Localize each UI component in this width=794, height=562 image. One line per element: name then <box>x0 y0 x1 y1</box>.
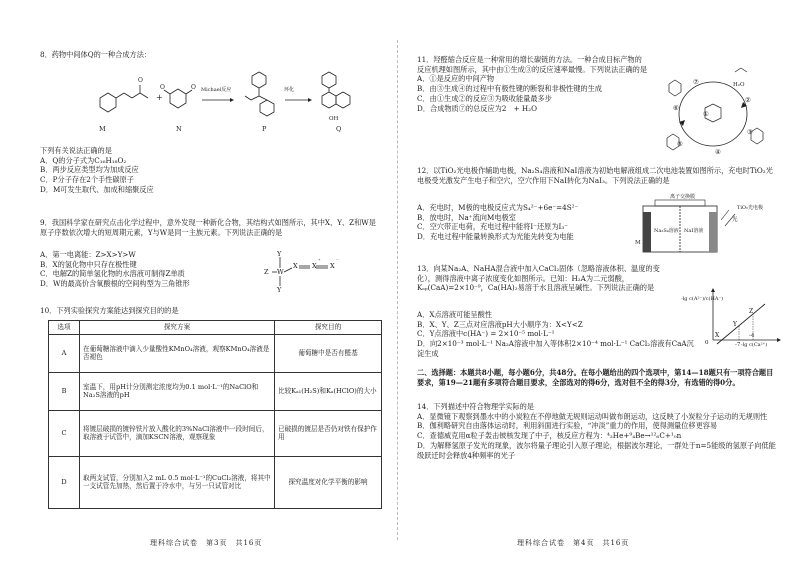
q11-option-c: C．由①生成②的反应③为吸收能量最多步 <box>417 93 552 103</box>
question-14 <box>417 402 779 460</box>
cycle-label-3: ③ <box>747 128 753 136</box>
label-m-electrode: M <box>635 240 641 246</box>
graph-xlabel: -lg c(Ca²⁺) <box>741 342 768 348</box>
q8-stem: 8．药物中间体Q的一种合成方法： <box>40 50 152 59</box>
q9-atom-y-bottom: Y <box>277 286 282 294</box>
q14-option-b: B．伽利略研究自由落体运动时，利用斜面进行实验，“冲淡”重力的作用，使得测量位移更容易 <box>417 421 718 431</box>
q13-stem: 13．向某Na₂A、NaHA混合液中加入CaCl₂固体（忽略溶液体积、温度的变化），测得溶液中离子浓度变化如图所示。已知：H₂A为二元弱酸，Kₛₚ(CaA)=2×10⁻⁹，Ca(HA)₂易溶于水且溶液呈碱性。下列说法正确的是 <box>417 264 660 293</box>
q12-options <box>417 203 637 242</box>
q12-option-a: A．充电时，M极的电极反应式为S₄²⁻+6e⁻=4S²⁻ <box>417 203 579 212</box>
q-oh-group: OH <box>329 116 339 122</box>
q13-options <box>417 310 697 359</box>
col-option: 选项 <box>49 321 80 335</box>
row-option: D <box>49 456 80 508</box>
question-13 <box>417 264 672 293</box>
cycle-label-4: ④ <box>715 148 721 156</box>
label-light: 光 <box>732 217 738 223</box>
q9-atom-z: Z <box>264 268 269 276</box>
q11-option-d <box>417 104 647 114</box>
question-8 <box>40 50 380 60</box>
q11-option-d-tail: + H₂O <box>513 103 537 113</box>
q11-option-a: A．①是反应的中间产物 <box>417 74 495 84</box>
q12-option-c: C．空穴带正电荷，充电过程中能将I⁻还原为I₃⁻ <box>417 222 569 232</box>
q8-option-c: C．P分子存在2个手性碳原子 <box>40 175 134 185</box>
q9-charge-plus: ⁺ <box>318 258 321 264</box>
svg-text:O: O <box>160 84 165 91</box>
molecule-n <box>164 89 192 108</box>
cycle-h2o: H₂O <box>733 82 745 88</box>
label-na2s4: Na₂S₄溶液 <box>654 228 679 234</box>
q12-option-b: B．放电时，Na⁺流向M电极室 <box>417 212 516 222</box>
graph-point-y: Y <box>733 321 737 328</box>
question-9 <box>40 218 382 237</box>
q13-option-b: B．X、Y、Z三点对应溶液pH大小顺序为：X<Y<Z <box>417 319 583 329</box>
question-12 <box>417 166 777 185</box>
label-m: M <box>99 125 106 133</box>
row-option: C <box>49 410 80 456</box>
table-row <box>49 334 382 372</box>
col-plan: 探究方案 <box>80 321 275 335</box>
q9-option-b: B．X的氢化物中只存在极性键 <box>40 259 137 269</box>
q13-option-c: C．Y点溶液中c(HA⁻) = 2×10⁻⁵ mol·L⁻¹ <box>417 329 555 339</box>
row-goal: 葡萄糖中是否有醛基 <box>275 334 382 372</box>
cycle-label-6: ⑥ <box>673 104 679 112</box>
molecule-q <box>322 72 350 108</box>
label-tio2: TiO₂光电极 <box>737 205 764 211</box>
section-2-text: 二、选择题：本题共8小题，每小题6分，共48分。在每小题给出的四个选项中，第14—18题只有一项符合题目要求，第19—21题有多项符合题目要求，全部选对的得6分，选对但不全的得3分，有选错的得0分。 <box>417 368 774 387</box>
q12-option-d: D．充电过程中能量转换形式为光能先转变为电能 <box>417 232 574 242</box>
q14-option-a: A．显微镜下观察到墨水中的小炭粒在不停地做无规则运动叫做布朗运动，这反映了小炭粒分子运动的无规则性 <box>417 411 768 421</box>
label-membrane: 离子交换膜 <box>670 194 696 200</box>
graph-origin: 0 <box>705 340 709 346</box>
row-plan: 将镀层破损的镀锌铁片放入酸化的3%NaCl溶液中一段时间后，取溶液于试管中，滴加KSCN溶液，观察现象 <box>80 410 275 456</box>
q8-options <box>40 146 380 195</box>
row-goal: 比较Kₐ₁(H₂S)和Kₐ(HClO)的大小 <box>275 372 382 410</box>
label-nai: NaI溶液 <box>684 228 704 234</box>
section-2-heading <box>417 368 779 387</box>
label-p: P <box>262 125 267 133</box>
q11-stem-a: 11．羟醛缩合反应是一种常用的增长碳链的方法。一种合成目标产物 <box>417 55 635 64</box>
molecule-p <box>245 72 274 116</box>
q11-stem-b: 的反应机理如图所示，其中由①生成③的反应速率最慢。下列说法正确的是 <box>417 55 648 74</box>
q9-atom-x2: X <box>312 262 317 270</box>
row-plan: 取两支试管，分别加入2 mL 0.5 mol·L⁻¹的CuCl₂溶液，将其中一支试管先加热，然后置于冷水中，与另一只试管对比 <box>80 456 275 508</box>
q10-table <box>48 320 382 509</box>
q14-option-c: C．查德威克用α粒子轰击铍核发现了中子，核反应方程为：⁴₂He+⁹₄Be→¹²₆C+¹₀n <box>417 431 682 441</box>
q13-option-a: A．X点溶液可能呈酸性 <box>417 310 492 319</box>
q9-option-d: D．W的最高价含氧酸根的空间构型为三角锥形 <box>40 279 190 289</box>
q14-stem: 14．下列描述中符合物理学实际的是 <box>417 402 534 411</box>
q11-option-d-text: D．合成物质⑦的总反应为2 <box>417 103 507 113</box>
row-goal: 已破损的镀层是否仍对铁有保护作用 <box>275 410 382 456</box>
cycle-label-5: ⑤ <box>677 140 683 148</box>
label-n: N <box>176 125 182 133</box>
q9-options <box>40 250 250 289</box>
table-row <box>49 372 382 410</box>
q8-option-a: A．Q的分子式为C₁₆H₁₈O₂ <box>40 155 127 165</box>
arrow-1-label: Michael反应 <box>201 87 232 93</box>
cycle-label-7: ⑦ <box>693 78 699 86</box>
molecule-m <box>100 85 148 112</box>
left-footer: 理科综合试卷 第3页 共16页 <box>150 538 263 547</box>
q9-atom-y-top: Y <box>277 250 282 258</box>
right-page <box>397 0 794 562</box>
graph-point-z: Z <box>749 308 754 315</box>
q9-option-a: A．第一电离能：Z>X>Y>W <box>40 250 136 259</box>
q9-atom-x1: X <box>293 262 298 270</box>
svg-text:O: O <box>138 77 143 84</box>
row-plan: 室温下，用pH计分别测定浓度均为0.1 mol·L⁻¹的NaClO和Na₂S溶液的pH <box>80 372 275 410</box>
svg-text:+: + <box>156 93 163 102</box>
label-q: Q <box>336 125 342 133</box>
table-row <box>49 410 382 456</box>
q9-structure <box>258 248 358 298</box>
graph-tick-neg4: -4 <box>749 333 755 339</box>
q8-option-d: D．M可发生取代、加成和缩聚反应 <box>40 184 154 194</box>
q9-stem: 9．我国科学家在研究点击化学过程中，意外发现一种新化合物，其结构式如图所示，其中X、Y、Z和W是原子序数依次增大的短周期元素，Y与W是同一主族元素。下列说法正确的是 <box>40 218 376 237</box>
graph-tick-neg7: -7 <box>735 342 741 348</box>
q12-stem: 12．以TiO₂光电极作辅助电极，Na₂S₄溶液和NaI溶液为初始电解液组成二次电池装置如图所示，充电时TiO₂光电极受光激发产生电子和空穴，空穴作用下NaI转化为NaI₃。下列说法正确的是 <box>417 166 773 185</box>
row-option: A <box>49 334 80 372</box>
q9-atom-w: W <box>277 268 284 276</box>
graph-point-x: X <box>715 332 720 339</box>
q9-charge-minus: ⁻ <box>336 258 339 264</box>
table-header-row <box>49 321 382 335</box>
svg-text:O: O <box>191 84 196 91</box>
row-plan: 在葡萄糖溶液中滴入少量酸性KMnO₄溶液，观察KMnO₄溶液是否褪色 <box>80 334 275 372</box>
question-11 <box>417 55 647 113</box>
q9-atom-x3: X <box>330 262 335 270</box>
q9-option-c: C．电解Z的简单氢化物的水溶液可制得Z单质 <box>40 269 185 279</box>
table-row <box>49 456 382 508</box>
arrow-2-label: 环化 <box>284 87 295 93</box>
q11-stem <box>417 55 647 74</box>
q8-question: 下列有关说法正确的是 <box>40 146 112 155</box>
q11-option-b: B．由③生成④的过程中有极性键的断裂和非极性键的生成 <box>417 84 602 94</box>
q13-option-d: D．向2×10⁻³ mol·L⁻¹ Na₂A溶液中加入等体积2×10⁻⁴ mol·L⁻¹ CaCl₂溶液有CaA沉淀生成 <box>417 339 694 358</box>
row-option: B <box>49 372 80 410</box>
question-10 <box>40 306 380 316</box>
right-footer: 理科综合试卷 第4页 共16页 <box>517 538 630 547</box>
col-goal: 探究目的 <box>275 321 382 335</box>
row-goal: 探究温度对化学平衡的影响 <box>275 456 382 508</box>
cycle-label-1: ① <box>703 110 709 118</box>
graph-ylabel: -lg c(A²⁻)/c(HA⁻) <box>681 296 724 302</box>
cycle-label-2: ② <box>745 96 751 104</box>
q8-option-b: B．两步反应类型均为加成反应 <box>40 165 139 175</box>
q10-stem: 10．下列实验探究方案能达到探究目的的是 <box>40 306 179 315</box>
q14-option-d: D．为解释氢原子发光的现象，波尔将量子理论引入原子理论，根据波尔理论，一群处于n=5能级的氢原子向低能级跃迁时会释放4种频率的光子 <box>417 440 776 460</box>
